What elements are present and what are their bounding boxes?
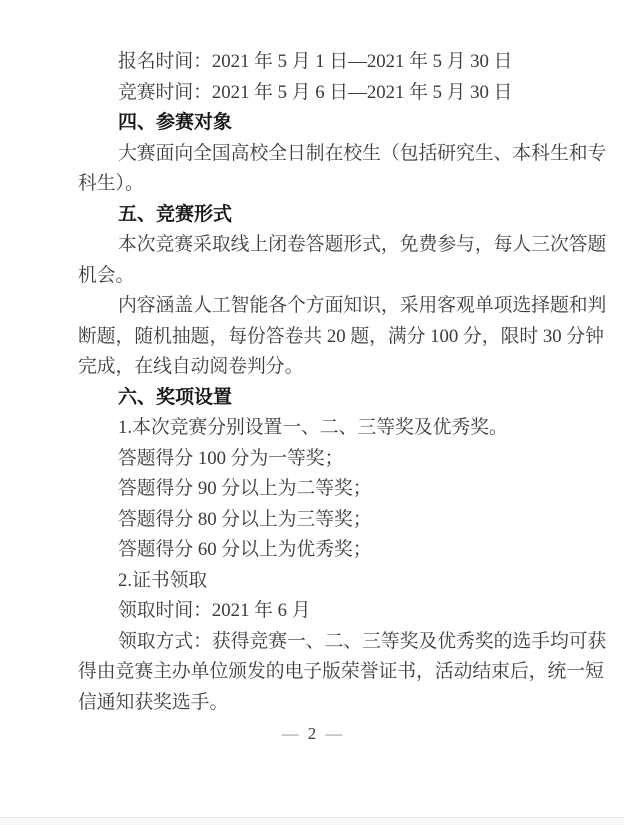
text-line: 竞赛时间：2021 年 5 月 6 日—2021 年 5 月 30 日 bbox=[118, 81, 513, 103]
text-line: 报名时间：2021 年 5 月 1 日—2021 年 5 月 30 日 bbox=[118, 51, 513, 72]
text-line: 答题得分 60 分以上为优秀奖； bbox=[118, 539, 372, 560]
text-line: 科生）。 bbox=[78, 173, 144, 194]
heading-line: 四、参赛对象 bbox=[118, 112, 233, 133]
text-line: 大赛面向全国高校全日制在校生（包括研究生、本科生和专 bbox=[118, 142, 607, 164]
page-number-dash-right: — bbox=[325, 724, 343, 743]
page-number-dash-left: — bbox=[281, 724, 299, 743]
text-line: 领取时间：2021 年 6 月 bbox=[118, 600, 311, 621]
text-line: 领取方式：获得竞赛一、二、三等奖及优秀奖的选手均可获 bbox=[118, 630, 607, 652]
text-line: 断题，随机抽题，每份答卷共 20 题，满分 100 分，限时 30 分钟 bbox=[78, 325, 604, 347]
text-line: 信通知获奖选手。 bbox=[78, 691, 229, 713]
page-number-value: 2 bbox=[307, 724, 317, 743]
text-line: 答题得分 100 分为一等奖； bbox=[118, 447, 344, 469]
text-line: 答题得分 90 分以上为二等奖； bbox=[118, 478, 372, 499]
page-number bbox=[0, 722, 624, 746]
text-line: 得由竞赛主办单位颁发的电子版荣誉证书，活动结束后，统一短 bbox=[78, 661, 604, 682]
heading-line: 五、竞赛形式 bbox=[118, 203, 233, 225]
text-line: 答题得分 80 分以上为三等奖； bbox=[118, 508, 372, 530]
text-line: 本次竞赛采取线上闭卷答题形式，免费参与，每人三次答题 bbox=[118, 234, 607, 255]
text-line: 内容涵盖人工智能各个方面知识，采用客观单项选择题和判 bbox=[118, 295, 607, 316]
page-edge-separator bbox=[0, 817, 624, 825]
text-line: 完成，在线自动阅卷判分。 bbox=[78, 356, 304, 377]
document-body bbox=[78, 47, 612, 718]
text-line: 2.证书领取 bbox=[118, 569, 208, 591]
heading-line: 六、奖项设置 bbox=[118, 386, 233, 408]
text-line: 1.本次竞赛分别设置一、二、三等奖及优秀奖。 bbox=[118, 417, 508, 438]
text-line: 机会。 bbox=[78, 264, 135, 286]
